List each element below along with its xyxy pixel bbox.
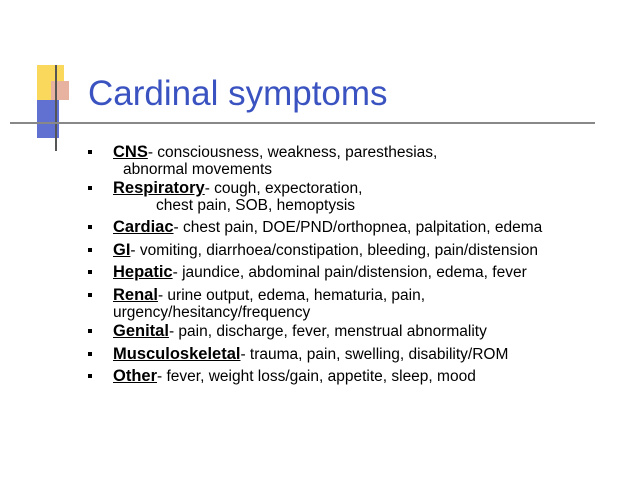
bullet-line [113,179,362,198]
bullet-marker [88,293,92,297]
bullet-term: Cardiac [113,218,174,236]
bullet-term: GI [113,241,131,259]
bullet-line [113,345,508,364]
bullet-continuation: abnormal movements [123,161,273,178]
bullet-text: - trauma, pain, swelling, disability/ROM [240,346,509,363]
bullet-line [113,263,527,282]
bullet-line [113,367,476,386]
bullet-text: - cough, expectoration, [204,180,363,197]
bullet-line [113,218,542,237]
bullet-line [113,322,487,341]
bullet-continuation: urgency/hesitancy/frequency [113,304,311,321]
bullet-text: - chest pain, DOE/PND/orthopnea, palpitation, edema [173,219,543,236]
bullet-marker [88,329,92,333]
bullet-text: - jaundice, abdominal pain/distension, edema, fever [172,264,527,281]
bullet-text: - vomiting, diarrhoea/constipation, bleeding, pain/distension [130,242,538,259]
bullet-marker [88,248,92,252]
bullet-term: Renal [113,286,158,304]
bullet-term: Musculoskeletal [113,345,241,363]
bullet-marker [88,270,92,274]
bullet-line [113,241,538,260]
bullet-term: CNS [113,143,148,161]
bullet-line [113,143,437,162]
bullet-term: Respiratory [113,179,205,197]
bullet-text: - fever, weight loss/gain, appetite, sleep, mood [157,368,476,385]
bullet-text: - pain, discharge, fever, menstrual abnormality [168,323,487,340]
bullet-term: Hepatic [113,263,173,281]
slide-title: Cardinal symptoms [88,74,388,113]
bullet-line [113,286,425,305]
bullet-marker [88,150,92,154]
bullet-term: Genital [113,322,169,340]
bullet-text: - urine output, edema, hematuria, pain, [157,287,426,304]
bullet-continuation: chest pain, SOB, hemoptysis [156,197,356,214]
bullet-term: Other [113,367,158,385]
bullet-marker [88,352,92,356]
bullet-text: - consciousness, weakness, paresthesias, [147,144,438,161]
bullet-marker [88,374,92,378]
bullet-marker [88,186,92,190]
bullet-marker [88,225,92,229]
